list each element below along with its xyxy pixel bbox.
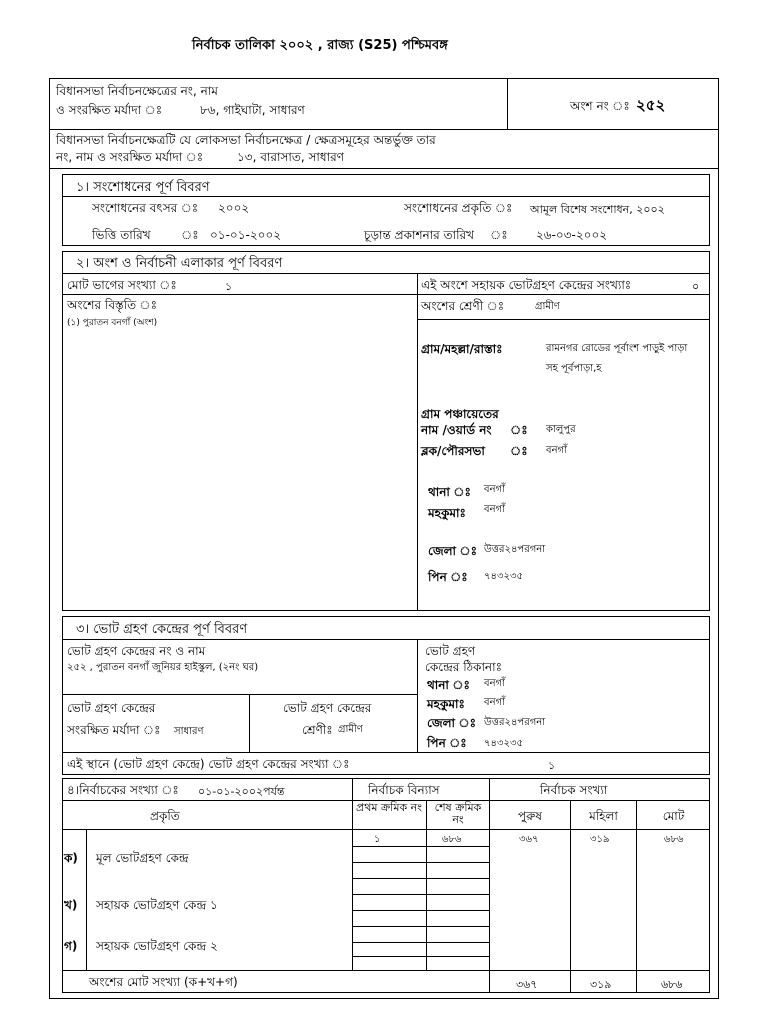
elector-distribution-header: নির্বাচক বিন্যাস	[368, 783, 440, 797]
row-male: ৩৬৭	[519, 834, 539, 845]
row-label: সহায়ক ভোটগ্রহণ কেন্দ্র ১	[96, 898, 218, 912]
row-mark: খ)	[64, 898, 78, 912]
row-last-serial: ৬৮৬	[442, 834, 462, 845]
block-colon: ঃ	[510, 444, 528, 458]
row-female: ৩১৯	[590, 834, 610, 845]
row-mark: ক)	[64, 851, 78, 865]
station-thana-value: বনগাঁ	[484, 678, 505, 689]
divider	[62, 829, 710, 830]
divider	[62, 970, 710, 971]
part-value: ২৫২	[636, 96, 666, 114]
subdivision-value: বনগাঁ	[484, 504, 505, 515]
district-value: উত্তর২৪পরগনা	[484, 544, 546, 555]
part-category-label: অংশের শ্রেণী ঃ	[421, 299, 505, 313]
village-label: গ্রাম/মহল্লা/রাস্তাঃ	[421, 342, 503, 356]
district-label: জেলা ঃ	[428, 544, 477, 558]
gp-label-1: গ্রাম পঞ্চায়েতের	[421, 407, 499, 421]
divider	[417, 273, 418, 611]
aux-stations-value: ০	[692, 280, 700, 293]
divider	[426, 800, 427, 970]
divider	[352, 956, 489, 957]
col-male: পুরুষ	[518, 809, 542, 823]
station-address-label-1: ভোট গ্রহণ	[425, 644, 476, 658]
divider	[352, 894, 489, 895]
basis-date-value: ০১-০১-২০০২	[210, 228, 282, 242]
divider	[352, 846, 489, 847]
gp-colon: ঃ	[510, 423, 528, 437]
station-district-label: জেলা ঃ	[427, 716, 476, 730]
extent-label: অংশের বিস্তৃতি ঃ	[67, 298, 158, 312]
station-pin-value: ৭৪৩২৩৫	[484, 738, 523, 749]
elector-count-header: নির্বাচক সংখ্যা	[540, 783, 608, 797]
col-last-serial: শেষ ক্রমিক নং	[434, 801, 482, 826]
total-sections-value: ১	[225, 280, 233, 293]
block-label: ব্লক/পৌরসভা	[421, 444, 485, 458]
divider	[249, 694, 250, 752]
village-value-1: রামনগর রোডের পূর্বাংশ পাড়ুই পাড়া	[546, 343, 688, 354]
final-pub-label: চূড়ান্ত প্রকাশনার তারিখ	[364, 228, 474, 242]
reservation-value: সাধারণ	[174, 726, 204, 737]
reservation-label-1: ভোট গ্রহণ কেন্দ্রের	[67, 701, 156, 715]
ac-value: ৮৬, গাইঘাটা, সাধারণ	[200, 103, 305, 117]
station-district-value: উত্তর২৪পরগনা	[484, 717, 546, 728]
pin-value: ৭৪৩২৩৫	[484, 571, 523, 582]
revision-nature-value: আমূল বিশেষ সংশোধন, ২০০২	[530, 203, 665, 216]
revision-nature-label: সংশোধনের প্রকৃতি ঃ	[404, 201, 513, 215]
station-type-label-2: শ্রেণীঃ	[302, 723, 333, 737]
station-no-label: ভোট গ্রহণ কেন্দ্রের নং ও নাম	[67, 644, 206, 658]
divider	[352, 910, 489, 911]
station-subdivision-label: মহকুমাঃ	[427, 697, 465, 711]
basis-date-colon: ঃ	[181, 228, 199, 242]
divider	[62, 694, 417, 695]
pc-label: বিধানসভা নির্বাচনক্ষেত্রটি যে লোকসভা নির্বাচনক্ষেত্র / ক্ষেত্রসমূহের অন্তর্ভুক্ত তার	[56, 133, 436, 147]
block-value: বনগাঁ	[546, 445, 567, 456]
total-male: ৩৬৭	[516, 978, 538, 991]
part-label: অংশ নং ঃ	[570, 99, 630, 113]
row-total: ৬৮৬	[664, 834, 684, 845]
extent-item: (১) পুরাতন বনগাঁ (অংশ)	[67, 318, 158, 328]
final-pub-value: ২৬-০৩-২০০২	[536, 228, 608, 242]
station-pin-label: পিন ঃ	[427, 736, 467, 750]
row-label: মূল ভোটগ্রহণ কেন্দ্র	[96, 851, 189, 865]
pc-label-2: নং, নাম ও সংরক্ষিত মর্যাদা ঃ	[56, 150, 204, 164]
divider	[417, 319, 710, 320]
village-value-2: সহ পূর্বপাড়া,হ	[546, 363, 602, 374]
section4-heading: ৪।নির্বাচকের সংখ্যা ঃ	[67, 783, 179, 797]
col-first-serial: প্রথম ক্রমিক নং	[356, 801, 422, 814]
ac-label: বিধানসভা নির্বাচনক্ষেত্রের নং, নাম	[56, 84, 218, 98]
reservation-label-2: সংরক্ষিত মর্যাদা ঃ	[67, 723, 161, 737]
part-category-value: গ্রামীণ	[535, 301, 560, 312]
station-no-value: ২৫২ , পুরাতন বনগাঁ জুনিয়র হাইস্কুল, (২নং ঘর)	[67, 662, 259, 673]
gp-label-2: নাম /ওয়ার্ড নং	[421, 423, 492, 437]
total-sections-label: মোট ভাগের সংখ্যা ঃ	[67, 278, 177, 292]
col-female: মহিলা	[589, 809, 618, 823]
pin-label: পিন ঃ	[428, 570, 468, 584]
ac-label-2: ও সংরক্ষিত মর্যাদা ঃ	[56, 103, 163, 117]
divider	[352, 926, 489, 927]
divider	[507, 78, 508, 130]
section1-heading: ১। সংশোধনের পূর্ণ বিবরণ	[76, 180, 210, 195]
subdivision-label: মহকুমাঃ	[428, 506, 466, 520]
col-total: মোট	[662, 809, 685, 823]
station-subdivision-value: বনগাঁ	[484, 697, 505, 708]
thana-value: বনগাঁ	[484, 484, 505, 495]
divider	[352, 942, 489, 943]
final-pub-colon: ঃ	[490, 228, 508, 242]
station-count-value: ১	[548, 759, 556, 772]
gp-value: কালুপুর	[546, 424, 576, 435]
divider	[636, 800, 637, 993]
station-thana-label: থানা ঃ	[427, 678, 470, 692]
thana-label: থানা ঃ	[428, 485, 471, 499]
aux-stations-label: এই অংশে সহায়ক ভোটগ্রহণ কেন্দ্রের সংখ্যাঃ	[421, 278, 632, 292]
row-label: সহায়ক ভোটগ্রহণ কেন্দ্র ২	[96, 939, 218, 953]
divider	[352, 862, 489, 863]
page-title: নির্বাচক তালিকা ২০০২ , রাজ্য (S25) পশ্চিমবঙ্গ	[192, 38, 448, 53]
section2-box	[62, 251, 710, 611]
divider	[417, 639, 418, 752]
divider	[86, 829, 87, 970]
electors-date: ০১-০১-২০০২পর্যন্ত	[198, 785, 285, 798]
station-count-label: এই স্থানে (ভোট গ্রহণ কেন্দ্রে) ভোট গ্রহণ কেন্দ্রের সংখ্যা ঃ	[67, 757, 350, 771]
total-total: ৬৮৬	[661, 978, 683, 991]
divider	[62, 752, 710, 753]
revision-year-label: সংশোধনের বৎসর ঃ	[92, 201, 199, 215]
station-type-value: গ্রামীণ	[338, 724, 363, 735]
section2-heading: ২। অংশ ও নির্বাচনী এলাকার পূর্ণ বিবরণ	[76, 256, 283, 271]
col-nature: প্রকৃতি	[150, 809, 180, 823]
pc-value: ১৩, বারাসাত, সাধারণ	[237, 150, 344, 164]
station-address-label-2: কেন্দ্রের ঠিকানাঃ	[425, 660, 502, 674]
divider	[570, 800, 571, 993]
total-label: অংশের মোট সংখ্যা (ক+খ+গ)	[89, 975, 238, 989]
revision-year-value: ২০০২	[218, 201, 250, 215]
row-first-serial: ১	[374, 834, 381, 845]
row-mark: গ)	[64, 939, 78, 953]
station-type-label-1: ভোট গ্রহণ কেন্দ্রের	[283, 701, 372, 715]
basis-date-label: ভিত্তি তারিখ	[92, 228, 151, 242]
divider	[352, 878, 489, 879]
total-female: ৩১৯	[590, 978, 612, 991]
section3-heading: ৩। ভোট গ্রহণ কেন্দ্রের পূর্ণ বিবরণ	[76, 622, 248, 637]
